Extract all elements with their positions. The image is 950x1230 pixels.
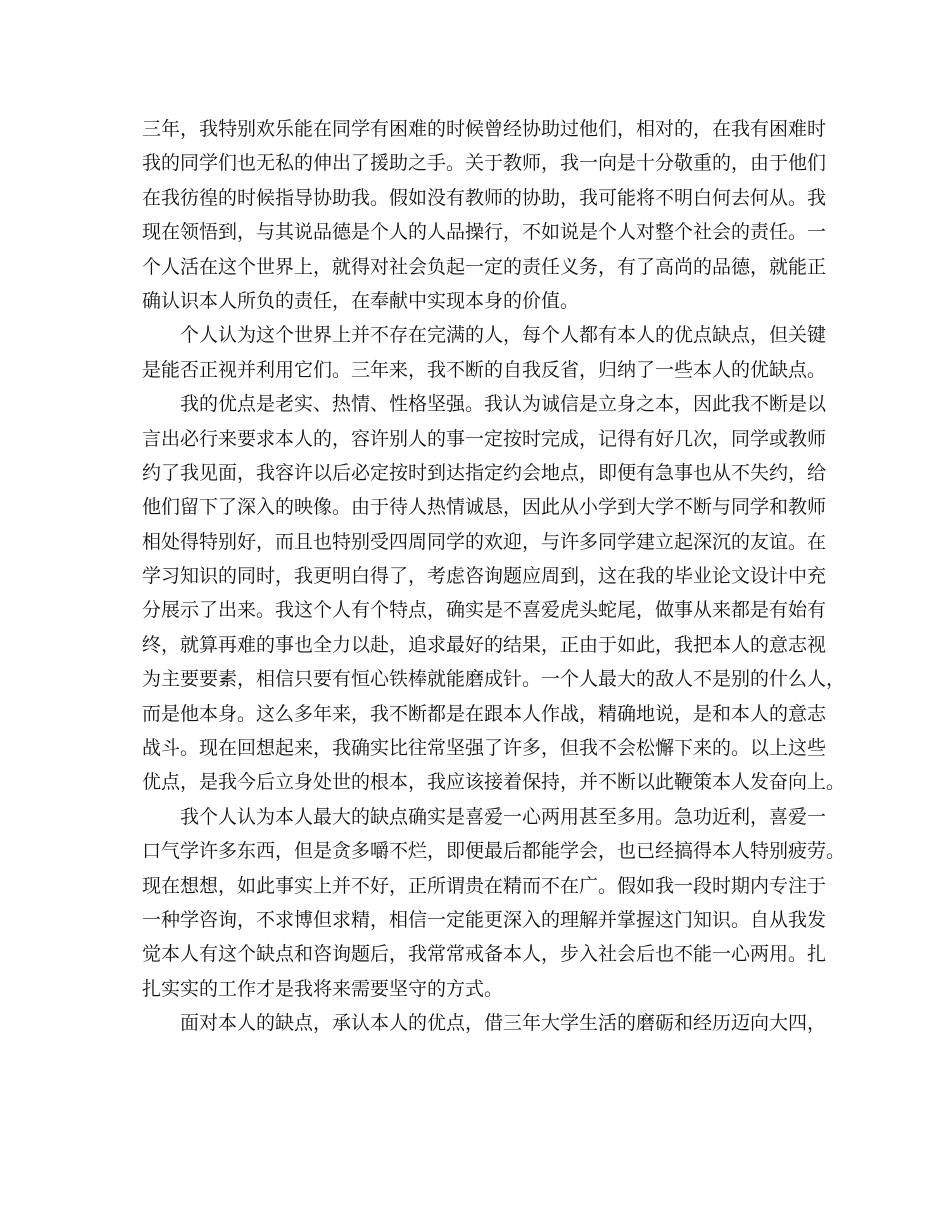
text-line: 扎实实的工作才是我将来需要坚守的方式。 (142, 977, 504, 1000)
text-line: 是能否正视并利用它们。三年来，我不断的自我反省，归纳了一些本人的优缺点。 (142, 358, 827, 381)
text-line: 终，就算再难的事也全力以赴，追求最好的结果，正由于如此，我把本人的意志视 (142, 633, 827, 656)
paragraph (142, 800, 846, 1006)
text-line: 分展示了出来。我这个人有个特点，确实是不喜爱虎头蛇尾，做事从来都是有始有 (142, 599, 827, 622)
paragraph (142, 1006, 827, 1040)
text-line: 在我彷徨的时候指导协助我。假如没有教师的协助，我可能将不明白何去何从。我 (142, 186, 827, 209)
text-line: 学习知识的同时，我更明白得了，考虑咨询题应周到，这在我的毕业论文设计中充 (142, 565, 827, 588)
text-line: 个人活在这个世界上，就得对社会负起一定的责任义务，有了高尚的品德，就能正 (142, 255, 827, 278)
text-line: 为主要要素，相信只要有恒心铁棒就能磨成针。一个人最大的敌人不是别的什么人， (142, 668, 846, 691)
text-line: 约了我见面，我容许以后必定按时到达指定约会地点，即便有急事也从不失约，给 (142, 461, 827, 484)
text-line: 优点，是我今后立身处世的根本，我应该接着保持，并不断以此鞭策本人发奋向上。 (142, 771, 846, 794)
text-line: 战斗。现在回想起来，我确实比往常坚强了许多，但我不会松懈下来的。以上这些 (142, 737, 827, 760)
text-line: 确认识本人所负的责任，在奉献中实现本身的价值。 (142, 289, 580, 312)
text-line: 个人认为这个世界上并不存在完满的人，每个人都有本人的优点缺点，但关键 (180, 324, 827, 347)
text-line: 言出必行来要求本人的，容许别人的事一定按时完成，记得有好几次，同学或教师 (142, 427, 827, 450)
document-body (142, 112, 846, 1041)
text-line: 我的优点是老实、热情、性格坚强。我认为诚信是立身之本，因此我不断是以 (180, 393, 827, 416)
text-line: 我个人认为本人最大的缺点确实是喜爱一心两用甚至多用。急功近利，喜爱一 (180, 805, 827, 828)
text-line: 三年，我特别欢乐能在同学有困难的时候曾经协助过他们，相对的，在我有困难时 (142, 118, 827, 140)
text-line: 现在想想，如此事实上并不好，正所谓贵在精而不在广。假如我一段时期内专注于 (142, 874, 827, 897)
paragraph (142, 387, 846, 800)
paragraph (142, 112, 827, 318)
text-line: 他们留下了深入的映像。由于待人热情诚恳，因此从小学到大学不断与同学和教师 (142, 496, 827, 519)
paragraph (142, 318, 827, 387)
text-line: 一种学咨询，不求博但求精，相信一定能更深入的理解并掌握这门知识。自从我发 (142, 908, 827, 931)
text-line: 相处得特别好，而且也特别受四周同学的欢迎，与许多同学建立起深沉的友谊。在 (142, 530, 827, 553)
text-line: 而是他本身。这么多年来，我不断都是在跟本人作战，精确地说，是和本人的意志 (142, 702, 827, 725)
text-line: 面对本人的缺点，承认本人的优点，借三年大学生活的磨砺和经历迈向大四， (180, 1012, 827, 1035)
text-line: 我的同学们也无私的伸出了援助之手。关于教师，我一向是十分敬重的，由于他们 (142, 152, 827, 175)
text-line: 现在领悟到，与其说品德是个人的人品操行，不如说是个人对整个社会的责任。一 (142, 221, 827, 244)
text-line: 口气学许多东西，但是贪多嚼不烂，即便最后都能学会，也已经搞得本人特别疲劳。 (142, 840, 846, 863)
text-line: 觉本人有这个缺点和咨询题后，我常常戒备本人，步入社会后也不能一心两用。扎 (142, 943, 827, 966)
